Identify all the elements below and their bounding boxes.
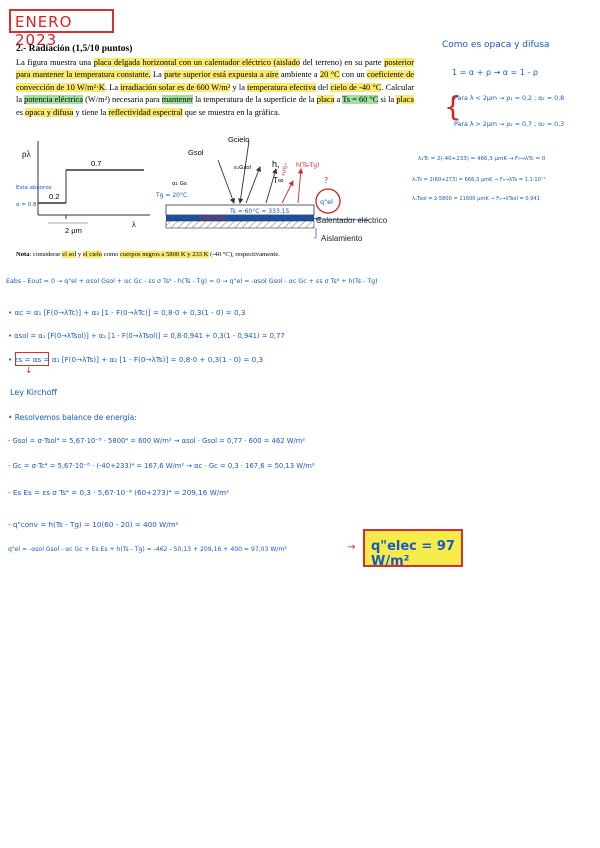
question-mark: ? xyxy=(324,176,329,185)
value-02: 0.2 xyxy=(49,192,60,201)
side-note-lambda-tc: λ₁Tc = 2(-40+233) = 466,3 μmK → F₀→λTc = 0 xyxy=(418,156,546,162)
problem-figure xyxy=(16,135,430,247)
g-cielo-arrow xyxy=(240,141,249,203)
q-elec-label: q"el xyxy=(320,198,333,206)
work-q-conv: - q"conv = h(Ts - Tg) = 10(60 - 20) = 400 W/m² xyxy=(8,520,179,529)
g-cielo-label: Gcielo xyxy=(228,135,250,144)
aislamiento-label: Aislamiento xyxy=(321,234,363,243)
calentador-label: Calentador eléctrico xyxy=(316,216,388,225)
work-kirchoff: Ley Kirchoff xyxy=(10,388,57,397)
heater-hand-label: Calentador xyxy=(199,216,227,222)
reflectivity-graph xyxy=(38,141,150,223)
g-sol-arrow xyxy=(218,160,234,203)
tinf-label: T∞ xyxy=(273,176,284,185)
e-sol-hand-label: ε₁Gsol xyxy=(234,165,252,171)
h-ts-tg-arrow xyxy=(298,169,301,203)
problem-statement xyxy=(16,44,414,119)
reflected-arrow xyxy=(246,167,260,203)
answer-box xyxy=(363,529,463,567)
side-note-lambda-high: Para λ > 2μm → ρ₂ = 0,7 ; α₂ = 0,3 xyxy=(454,121,565,128)
answer-value: q"elec = 97 W/m² xyxy=(371,539,455,569)
hand-alpha: α = 0.8 xyxy=(16,202,37,208)
hand-absorbs: Esta absorve xyxy=(16,185,52,191)
g-sol-label: Gsol xyxy=(188,148,204,157)
work-g-sol: - Gsol = σ·Tsol⁴ = 5,67·10⁻⁸ · 5800⁴ = 600 W/m² → αsol · Gsol = 0,77 · 600 = 462 W/m² xyxy=(8,437,306,445)
alpha-g-label: α₁ Gs xyxy=(172,181,187,187)
work-balance: Eabs - Eout = 0 → q"el + αsol Gsol + αc Gc - εs σ Ts⁴ - h(Ts - Tg) = 0 → q"el = -αsol Gsol - αc Gc + εs σ Ts⁴ + h(Ts - Tg) xyxy=(6,278,378,285)
work-g-c: - Gc = σ·Tc⁴ = 5,67·10⁻⁸ · (-40+233)⁴ = 167,6 W/m² → αc · Gc = 0,3 · 167,6 = 50,13 W/m² xyxy=(8,462,315,470)
title-box xyxy=(9,9,114,49)
page-title: ENERO 2023 xyxy=(15,13,73,49)
lambda-label: λ xyxy=(132,220,136,229)
emission-arrow xyxy=(282,181,293,203)
down-arrow-icon: ↓ xyxy=(25,366,33,376)
side-note-lambda-ts: λ₁Ts = 2(60+273) = 666,3 μmK → F₀→λTs = 1.1·10⁻⁵ xyxy=(412,177,546,183)
work-q-el: q"el = -αsol Gsol - αc Gc + Es Es + h(Ts - Tg) = -462 - 50,13 + 209,16 + 400 = 97,03 W/m² xyxy=(8,546,287,553)
brace-icon: { xyxy=(444,90,462,123)
result-arrow-icon: → xyxy=(347,542,356,553)
h-label: h, xyxy=(272,159,280,169)
work-alpha-c: • αc = α₁ [F(0→λTc)] + α₂ [1 - F(0→λTc)] = 0,8·0 + 0,3(1 - 0) = 0,3 xyxy=(8,308,246,317)
side-note-alpha: 1 = α + ρ → α = 1 - ρ xyxy=(452,68,539,77)
eps-ts-label: εσTs⁴ xyxy=(280,162,291,177)
work-es: - Es Es = εs σ Ts⁴ = 0,3 · 5,67·10⁻⁸ (60+273)⁴ = 209,16 W/m² xyxy=(8,488,229,497)
problem-heading: 2.- Radiación (1,5/10 puntos) xyxy=(16,44,133,54)
work-resolve: • Resolvemos balance de energía: xyxy=(8,413,137,422)
rho-label: ρλ xyxy=(22,149,31,159)
work-alpha-sol: • αsol = α₁ [F(0→λTsol)] + α₂ [1 - F(0→λTsol)] = 0,8·0,941 + 0,3(1 - 0,941) = 0,77 xyxy=(8,332,285,340)
work-eps-s: • εs = αs = α₁ [F(0→λTs)] + α₂ [1 - F(0→λTs)] = 0,8·0 + 0,3(1 - 0) = 0,3 xyxy=(8,355,264,364)
convection-arrow xyxy=(266,169,276,203)
problem-text: La figura muestra una placa delgada horizontal con un calentador eléctrico (aislado del terreno) en su parte posterior para mantener la temperatura constante. La parte superior está expuesta a aire ambiente a 20 °C con un coeficiente de convección de 10 W/m²·K. La irradiación solar es de 600 W/m² y la temperatura efectiva del cielo de -40 °C. Calcular la potencia eléctrica (W/m²) necesaria para mantener la temperatura de la superficie de la placa a Ts = 60 °C si la placa es opaca y difusa y tiene la reflectividad espectral que se muestra en la gráfica. xyxy=(16,58,415,117)
heater-strip xyxy=(166,215,314,221)
value-07: 0.7 xyxy=(91,159,102,168)
figure-svg xyxy=(16,135,430,247)
um-label: 2 µm xyxy=(65,226,82,235)
h-ts-tg-label: h(Ts-Tg) xyxy=(296,162,320,169)
problem-note: Nota: considerar el sol y el cielo como cuerpos negros a 5800 K y 233 K (-40 °C), respectivamente. xyxy=(16,251,280,258)
side-note-lambda-tsol: λ₁Tsol = 2·5800 = 11600 μmK → F₀→λTsol = 0,941 xyxy=(412,196,541,202)
ts-plate-label: Ts = 60°C = 333.15 xyxy=(230,208,290,215)
tg-hand-label: Tg = 20°C xyxy=(156,192,188,199)
insulation xyxy=(166,221,314,228)
side-note-lambda-low: Para λ < 2μm → ρ₁ = 0,2 ; α₁ = 0,8 xyxy=(454,95,565,102)
side-note-opaque: Como es opaca y difusa xyxy=(442,40,550,50)
